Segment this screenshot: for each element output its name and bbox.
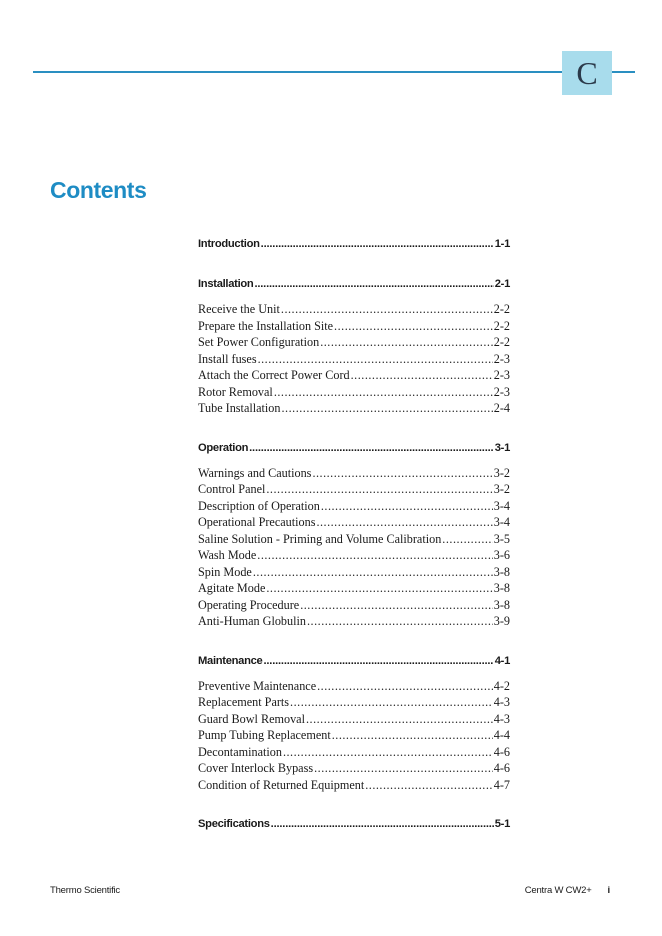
toc-entry-label: Operating Procedure	[198, 597, 300, 612]
toc-entry-page: 3-2	[493, 482, 510, 496]
toc-entry-page: 3-9	[493, 614, 510, 628]
dot-leader	[314, 760, 493, 777]
toc-entry-label: Saline Solution - Priming and Volume Calibration	[198, 531, 442, 546]
toc-chapter-page: 5-1	[494, 818, 510, 830]
toc-chapter-page: 2-1	[494, 278, 510, 290]
toc-entry-page: 4-7	[493, 777, 510, 792]
toc-entry-label: Anti-Human Globulin	[198, 614, 306, 628]
toc-entry-label: Pump Tubing Replacement	[198, 728, 331, 742]
toc-entry-page: 3-8	[493, 564, 510, 579]
toc-chapter-title: Installation	[198, 278, 254, 290]
toc-chapter-title: Introduction	[198, 238, 260, 250]
toc-entry[interactable]	[198, 318, 510, 335]
dot-leader	[320, 334, 493, 351]
toc-entry-label: Spin Mode	[198, 564, 252, 579]
header-rule	[33, 71, 635, 73]
toc-entry-page: 3-8	[493, 581, 510, 595]
toc-chapter-page: 3-1	[494, 441, 510, 454]
toc-entry-label: Replacement Parts	[198, 695, 290, 709]
dot-leader	[253, 564, 493, 581]
toc-entry-label: Agitate Mode	[198, 581, 266, 595]
toc-entry[interactable]	[198, 597, 510, 614]
toc-entry-label: Rotor Removal	[198, 384, 273, 399]
toc-entry-page: 3-4	[493, 498, 510, 513]
toc-entry-page: 3-8	[493, 597, 510, 612]
dot-leader	[271, 816, 494, 833]
toc-entry-label: Attach the Correct Power Cord	[198, 368, 350, 382]
toc-entry[interactable]	[198, 301, 510, 318]
toc-entry-label: Control Panel	[198, 482, 266, 496]
dot-leader	[351, 367, 493, 384]
page-title: Contents	[50, 177, 147, 203]
dot-leader	[282, 400, 493, 417]
dot-leader	[261, 236, 494, 253]
toc-section	[198, 440, 510, 630]
dot-leader	[321, 498, 493, 515]
toc-chapter-entry[interactable]	[198, 276, 510, 293]
toc-entry[interactable]	[198, 564, 510, 581]
dot-leader	[274, 384, 493, 401]
dot-leader	[257, 547, 492, 564]
toc-entry[interactable]	[198, 384, 510, 401]
toc-entry-page: 2-4	[493, 401, 510, 415]
toc-entry-label: Guard Bowl Removal	[198, 711, 305, 726]
toc-entry[interactable]	[198, 400, 510, 417]
toc-entry[interactable]	[198, 498, 510, 515]
toc-entry[interactable]	[198, 514, 510, 531]
toc-chapter-page: 4-1	[494, 654, 510, 667]
toc-entry[interactable]	[198, 580, 510, 597]
dot-leader	[290, 694, 493, 711]
toc-entry[interactable]	[198, 465, 510, 482]
toc-chapter-entry[interactable]	[198, 440, 510, 457]
toc-entry[interactable]	[198, 727, 510, 744]
footer-right	[525, 885, 610, 896]
toc-entry-page: 2-2	[493, 302, 510, 316]
toc-entry-label: Operational Precautions	[198, 515, 316, 529]
toc-entry[interactable]	[198, 694, 510, 711]
toc-entry[interactable]	[198, 760, 510, 777]
toc-entry[interactable]	[198, 777, 510, 794]
dot-leader	[254, 276, 493, 293]
dot-leader	[263, 653, 493, 670]
toc-entry[interactable]	[198, 744, 510, 761]
dot-leader	[442, 531, 492, 548]
dot-leader	[283, 744, 493, 761]
dot-leader	[312, 465, 492, 482]
toc-entry-page: 2-3	[493, 351, 510, 366]
dot-leader	[332, 727, 493, 744]
toc-entry-label: Preventive Maintenance	[198, 678, 317, 693]
dot-leader	[281, 301, 493, 318]
toc-entry-label: Wash Mode	[198, 548, 257, 562]
toc-section	[198, 276, 510, 417]
toc-entry-page: 4-2	[493, 678, 510, 693]
toc-entry-label: Description of Operation	[198, 498, 320, 513]
toc-entry[interactable]	[198, 711, 510, 728]
dot-leader	[334, 318, 493, 335]
toc-section	[198, 236, 510, 253]
toc-entry-label: Install fuses	[198, 351, 257, 366]
chapter-tab: C	[562, 51, 612, 95]
footer-page-number: i	[607, 885, 610, 896]
toc-entry-page: 2-2	[493, 335, 510, 349]
toc-entry-label: Prepare the Installation Site	[198, 318, 334, 333]
toc-chapter-title: Specifications	[198, 818, 270, 830]
toc-entry-label: Decontamination	[198, 744, 282, 759]
toc-entry[interactable]	[198, 678, 510, 695]
toc-chapter-entry[interactable]	[198, 653, 510, 670]
toc-entry-page: 4-3	[493, 711, 510, 726]
footer-product: Centra W CW2+	[524, 885, 592, 896]
toc-entry[interactable]	[198, 547, 510, 564]
toc-entry-label: Warnings and Cautions	[198, 465, 312, 480]
toc-entry-label: Cover Interlock Bypass	[198, 761, 314, 775]
toc-entry-page: 3-4	[493, 515, 510, 529]
toc-entry-page: 3-2	[493, 465, 510, 480]
dot-leader	[307, 613, 493, 630]
toc-entry-label: Receive the Unit	[198, 302, 280, 316]
toc-entry-page: 2-3	[493, 384, 510, 399]
toc-entry-label: Tube Installation	[198, 401, 281, 415]
toc-section	[198, 816, 510, 833]
dot-leader	[266, 580, 492, 597]
table-of-contents	[198, 236, 510, 856]
toc-entry-page: 3-6	[493, 548, 510, 562]
dot-leader	[300, 597, 493, 614]
toc-entry[interactable]	[198, 613, 510, 630]
dot-leader	[365, 777, 493, 794]
toc-entry[interactable]	[198, 531, 510, 548]
toc-entry[interactable]	[198, 351, 510, 368]
toc-chapter-entry[interactable]	[198, 816, 510, 833]
toc-entry[interactable]	[198, 481, 510, 498]
toc-entry-page: 2-3	[493, 368, 510, 382]
footer-publisher: Thermo Scientific	[50, 885, 120, 896]
dot-leader	[249, 440, 494, 457]
toc-entry-label: Condition of Returned Equipment	[198, 777, 365, 792]
dot-leader	[266, 481, 492, 498]
dot-leader	[258, 351, 493, 368]
toc-entry-page: 4-3	[493, 695, 510, 709]
toc-entry-page: 4-6	[493, 744, 510, 759]
toc-entry-label: Set Power Configuration	[198, 335, 320, 349]
toc-chapter-page: 1-1	[494, 238, 510, 250]
toc-entry[interactable]	[198, 367, 510, 384]
toc-section	[198, 653, 510, 794]
toc-chapter-title: Operation	[198, 441, 249, 454]
toc-entry-page: 3-5	[493, 531, 510, 546]
dot-leader	[317, 678, 493, 695]
toc-chapter-title: Maintenance	[198, 654, 263, 667]
dot-leader	[306, 711, 493, 728]
toc-chapter-entry[interactable]	[198, 236, 510, 253]
toc-entry-page: 2-2	[493, 318, 510, 333]
dot-leader	[316, 514, 492, 531]
toc-entry-page: 4-4	[493, 728, 510, 742]
toc-entry-page: 4-6	[493, 761, 510, 775]
toc-entry[interactable]	[198, 334, 510, 351]
